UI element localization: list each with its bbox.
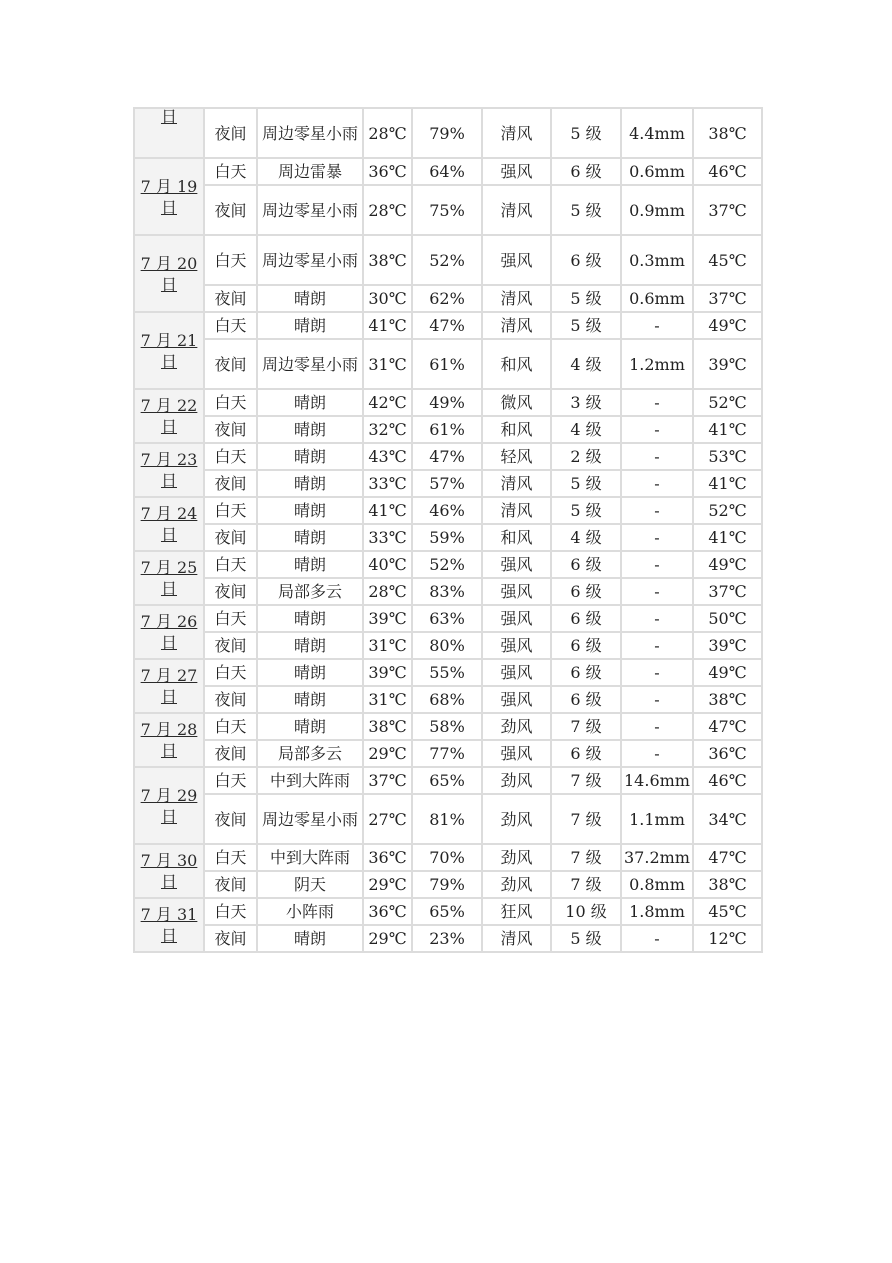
wind-cell: 和风 bbox=[482, 416, 551, 443]
temperature-cell: 28℃ bbox=[363, 185, 412, 235]
precipitation-cell: - bbox=[621, 578, 693, 605]
period-cell: 夜间 bbox=[204, 794, 257, 844]
date-label: 7 月 20 日 bbox=[140, 253, 198, 294]
wind-cell: 劲风 bbox=[482, 767, 551, 794]
wind-cell: 强风 bbox=[482, 659, 551, 686]
wind-cell: 清风 bbox=[482, 312, 551, 339]
date-cell bbox=[134, 659, 204, 713]
table-row bbox=[134, 185, 762, 235]
period-cell: 夜间 bbox=[204, 632, 257, 659]
wind-level-cell: 6 级 bbox=[551, 686, 621, 713]
precipitation-cell: 1.8mm bbox=[621, 898, 693, 925]
wind-level-cell: 6 级 bbox=[551, 632, 621, 659]
temperature-cell: 39℃ bbox=[363, 605, 412, 632]
table-row bbox=[134, 158, 762, 185]
date-cell bbox=[134, 605, 204, 659]
humidity-cell: 61% bbox=[412, 339, 482, 389]
weather-cell: 中到大阵雨 bbox=[257, 767, 363, 794]
precipitation-cell: - bbox=[621, 551, 693, 578]
wind-level-cell: 7 级 bbox=[551, 713, 621, 740]
date-cell bbox=[134, 713, 204, 767]
wind-level-cell: 4 级 bbox=[551, 339, 621, 389]
period-cell: 夜间 bbox=[204, 578, 257, 605]
temperature-cell: 38℃ bbox=[363, 235, 412, 285]
wind-cell: 清风 bbox=[482, 185, 551, 235]
temperature-cell: 37℃ bbox=[363, 767, 412, 794]
feels-like-cell: 37℃ bbox=[693, 285, 762, 312]
period-cell: 夜间 bbox=[204, 108, 257, 158]
table-row bbox=[134, 578, 762, 605]
precipitation-cell: 0.8mm bbox=[621, 871, 693, 898]
temperature-cell: 29℃ bbox=[363, 740, 412, 767]
table-row bbox=[134, 235, 762, 285]
table-row bbox=[134, 285, 762, 312]
humidity-cell: 52% bbox=[412, 551, 482, 578]
date-label: 7 月 31 日 bbox=[140, 905, 198, 945]
precipitation-cell: - bbox=[621, 524, 693, 551]
feels-like-cell: 39℃ bbox=[693, 632, 762, 659]
date-label: 7 月 30 日 bbox=[140, 851, 198, 891]
precipitation-cell: 4.4mm bbox=[621, 108, 693, 158]
weather-cell: 晴朗 bbox=[257, 686, 363, 713]
date-cell bbox=[134, 235, 204, 312]
precipitation-cell: - bbox=[621, 925, 693, 952]
feels-like-cell: 49℃ bbox=[693, 551, 762, 578]
table-row bbox=[134, 524, 762, 551]
wind-cell: 劲风 bbox=[482, 713, 551, 740]
wind-cell: 清风 bbox=[482, 108, 551, 158]
humidity-cell: 79% bbox=[412, 871, 482, 898]
period-cell: 白天 bbox=[204, 497, 257, 524]
period-cell: 白天 bbox=[204, 767, 257, 794]
weather-cell: 晴朗 bbox=[257, 285, 363, 312]
wind-cell: 微风 bbox=[482, 389, 551, 416]
date-cell bbox=[134, 443, 204, 497]
feels-like-cell: 45℃ bbox=[693, 235, 762, 285]
date-cell bbox=[134, 551, 204, 605]
table-row bbox=[134, 767, 762, 794]
date-cell bbox=[134, 108, 204, 158]
humidity-cell: 64% bbox=[412, 158, 482, 185]
weather-cell: 周边零星小雨 bbox=[257, 339, 363, 389]
feels-like-cell: 41℃ bbox=[693, 470, 762, 497]
wind-cell: 清风 bbox=[482, 497, 551, 524]
humidity-cell: 75% bbox=[412, 185, 482, 235]
period-cell: 白天 bbox=[204, 659, 257, 686]
humidity-cell: 65% bbox=[412, 767, 482, 794]
precipitation-cell: - bbox=[621, 470, 693, 497]
precipitation-cell: 0.9mm bbox=[621, 185, 693, 235]
table-row bbox=[134, 339, 762, 389]
wind-level-cell: 6 级 bbox=[551, 605, 621, 632]
table-row bbox=[134, 497, 762, 524]
temperature-cell: 33℃ bbox=[363, 470, 412, 497]
wind-cell: 狂风 bbox=[482, 898, 551, 925]
weather-cell: 晴朗 bbox=[257, 470, 363, 497]
period-cell: 白天 bbox=[204, 844, 257, 871]
feels-like-cell: 36℃ bbox=[693, 740, 762, 767]
humidity-cell: 52% bbox=[412, 235, 482, 285]
weather-cell: 周边雷暴 bbox=[257, 158, 363, 185]
wind-level-cell: 5 级 bbox=[551, 312, 621, 339]
wind-level-cell: 5 级 bbox=[551, 185, 621, 235]
precipitation-cell: 0.6mm bbox=[621, 285, 693, 312]
temperature-cell: 28℃ bbox=[363, 108, 412, 158]
weather-cell: 晴朗 bbox=[257, 389, 363, 416]
wind-cell: 强风 bbox=[482, 740, 551, 767]
feels-like-cell: 37℃ bbox=[693, 578, 762, 605]
temperature-cell: 29℃ bbox=[363, 871, 412, 898]
temperature-cell: 30℃ bbox=[363, 285, 412, 312]
wind-level-cell: 3 级 bbox=[551, 389, 621, 416]
period-cell: 夜间 bbox=[204, 686, 257, 713]
feels-like-cell: 41℃ bbox=[693, 416, 762, 443]
feels-like-cell: 46℃ bbox=[693, 767, 762, 794]
table-row bbox=[134, 416, 762, 443]
humidity-cell: 61% bbox=[412, 416, 482, 443]
weather-cell: 晴朗 bbox=[257, 551, 363, 578]
wind-level-cell: 6 级 bbox=[551, 578, 621, 605]
wind-level-cell: 5 级 bbox=[551, 285, 621, 312]
feels-like-cell: 49℃ bbox=[693, 659, 762, 686]
precipitation-cell: - bbox=[621, 497, 693, 524]
table-row bbox=[134, 605, 762, 632]
wind-cell: 劲风 bbox=[482, 871, 551, 898]
humidity-cell: 63% bbox=[412, 605, 482, 632]
wind-level-cell: 7 级 bbox=[551, 767, 621, 794]
feels-like-cell: 52℃ bbox=[693, 497, 762, 524]
wind-cell: 清风 bbox=[482, 470, 551, 497]
wind-cell: 强风 bbox=[482, 632, 551, 659]
date-label: 7 月 24 日 bbox=[140, 504, 198, 544]
temperature-cell: 27℃ bbox=[363, 794, 412, 844]
table-row bbox=[134, 312, 762, 339]
temperature-cell: 40℃ bbox=[363, 551, 412, 578]
feels-like-cell: 52℃ bbox=[693, 389, 762, 416]
temperature-cell: 43℃ bbox=[363, 443, 412, 470]
precipitation-cell: 1.1mm bbox=[621, 794, 693, 844]
wind-level-cell: 5 级 bbox=[551, 497, 621, 524]
wind-cell: 强风 bbox=[482, 158, 551, 185]
table-row bbox=[134, 740, 762, 767]
wind-cell: 和风 bbox=[482, 524, 551, 551]
humidity-cell: 65% bbox=[412, 898, 482, 925]
period-cell: 夜间 bbox=[204, 740, 257, 767]
period-cell: 夜间 bbox=[204, 285, 257, 312]
feels-like-cell: 47℃ bbox=[693, 713, 762, 740]
feels-like-cell: 12℃ bbox=[693, 925, 762, 952]
date-cell bbox=[134, 844, 204, 898]
feels-like-cell: 37℃ bbox=[693, 185, 762, 235]
table-row bbox=[134, 443, 762, 470]
temperature-cell: 36℃ bbox=[363, 898, 412, 925]
wind-cell: 强风 bbox=[482, 578, 551, 605]
feels-like-cell: 39℃ bbox=[693, 339, 762, 389]
wind-level-cell: 4 级 bbox=[551, 524, 621, 551]
date-label: 7 月 19 日 bbox=[140, 176, 198, 217]
date-label: 7 月 23 日 bbox=[140, 450, 198, 490]
wind-level-cell: 7 级 bbox=[551, 794, 621, 844]
period-cell: 白天 bbox=[204, 158, 257, 185]
precipitation-cell: - bbox=[621, 659, 693, 686]
feels-like-cell: 34℃ bbox=[693, 794, 762, 844]
table-row bbox=[134, 686, 762, 713]
weather-cell: 周边零星小雨 bbox=[257, 235, 363, 285]
wind-level-cell: 10 级 bbox=[551, 898, 621, 925]
date-label: 7 月 27 日 bbox=[140, 666, 198, 706]
period-cell: 白天 bbox=[204, 389, 257, 416]
period-cell: 夜间 bbox=[204, 871, 257, 898]
table-row bbox=[134, 551, 762, 578]
wind-level-cell: 5 级 bbox=[551, 470, 621, 497]
feels-like-cell: 41℃ bbox=[693, 524, 762, 551]
precipitation-cell: - bbox=[621, 605, 693, 632]
humidity-cell: 47% bbox=[412, 443, 482, 470]
weather-cell: 晴朗 bbox=[257, 632, 363, 659]
period-cell: 夜间 bbox=[204, 470, 257, 497]
wind-level-cell: 7 级 bbox=[551, 871, 621, 898]
date-cell bbox=[134, 898, 204, 952]
period-cell: 夜间 bbox=[204, 524, 257, 551]
weather-cell: 晴朗 bbox=[257, 925, 363, 952]
feels-like-cell: 49℃ bbox=[693, 312, 762, 339]
weather-cell: 周边零星小雨 bbox=[257, 185, 363, 235]
weather-cell: 晴朗 bbox=[257, 443, 363, 470]
feels-like-cell: 38℃ bbox=[693, 686, 762, 713]
temperature-cell: 39℃ bbox=[363, 659, 412, 686]
date-label: 7 月 26 日 bbox=[140, 612, 198, 652]
weather-cell: 中到大阵雨 bbox=[257, 844, 363, 871]
humidity-cell: 68% bbox=[412, 686, 482, 713]
wind-level-cell: 2 级 bbox=[551, 443, 621, 470]
weather-cell: 阴天 bbox=[257, 871, 363, 898]
period-cell: 夜间 bbox=[204, 925, 257, 952]
table-row bbox=[134, 389, 762, 416]
date-label: 日 bbox=[160, 107, 177, 126]
wind-level-cell: 7 级 bbox=[551, 844, 621, 871]
precipitation-cell: - bbox=[621, 686, 693, 713]
wind-level-cell: 4 级 bbox=[551, 416, 621, 443]
table-row bbox=[134, 898, 762, 925]
humidity-cell: 55% bbox=[412, 659, 482, 686]
date-cell bbox=[134, 767, 204, 844]
wind-level-cell: 5 级 bbox=[551, 108, 621, 158]
precipitation-cell: - bbox=[621, 312, 693, 339]
humidity-cell: 81% bbox=[412, 794, 482, 844]
precipitation-cell: - bbox=[621, 443, 693, 470]
wind-cell: 清风 bbox=[482, 925, 551, 952]
wind-level-cell: 6 级 bbox=[551, 740, 621, 767]
temperature-cell: 41℃ bbox=[363, 312, 412, 339]
feels-like-cell: 53℃ bbox=[693, 443, 762, 470]
weather-cell: 晴朗 bbox=[257, 524, 363, 551]
period-cell: 夜间 bbox=[204, 185, 257, 235]
humidity-cell: 47% bbox=[412, 312, 482, 339]
wind-cell: 强风 bbox=[482, 235, 551, 285]
period-cell: 夜间 bbox=[204, 339, 257, 389]
weather-table-body bbox=[134, 108, 762, 952]
humidity-cell: 49% bbox=[412, 389, 482, 416]
table-row bbox=[134, 794, 762, 844]
weather-cell: 晴朗 bbox=[257, 713, 363, 740]
weather-cell: 周边零星小雨 bbox=[257, 794, 363, 844]
period-cell: 白天 bbox=[204, 898, 257, 925]
humidity-cell: 62% bbox=[412, 285, 482, 312]
table-row bbox=[134, 659, 762, 686]
wind-cell: 轻风 bbox=[482, 443, 551, 470]
precipitation-cell: 0.6mm bbox=[621, 158, 693, 185]
precipitation-cell: - bbox=[621, 389, 693, 416]
weather-cell: 晴朗 bbox=[257, 416, 363, 443]
temperature-cell: 28℃ bbox=[363, 578, 412, 605]
wind-level-cell: 5 级 bbox=[551, 925, 621, 952]
wind-cell: 清风 bbox=[482, 285, 551, 312]
temperature-cell: 38℃ bbox=[363, 713, 412, 740]
period-cell: 夜间 bbox=[204, 416, 257, 443]
temperature-cell: 36℃ bbox=[363, 844, 412, 871]
precipitation-cell: 14.6mm bbox=[621, 767, 693, 794]
date-label: 7 月 28 日 bbox=[140, 720, 198, 760]
table-row bbox=[134, 871, 762, 898]
humidity-cell: 59% bbox=[412, 524, 482, 551]
weather-cell: 晴朗 bbox=[257, 312, 363, 339]
wind-level-cell: 6 级 bbox=[551, 158, 621, 185]
wind-cell: 劲风 bbox=[482, 844, 551, 871]
precipitation-cell: - bbox=[621, 740, 693, 767]
weather-cell: 局部多云 bbox=[257, 578, 363, 605]
feels-like-cell: 50℃ bbox=[693, 605, 762, 632]
table-row bbox=[134, 713, 762, 740]
period-cell: 白天 bbox=[204, 551, 257, 578]
temperature-cell: 41℃ bbox=[363, 497, 412, 524]
weather-table-container bbox=[133, 107, 763, 953]
temperature-cell: 42℃ bbox=[363, 389, 412, 416]
humidity-cell: 80% bbox=[412, 632, 482, 659]
period-cell: 白天 bbox=[204, 713, 257, 740]
humidity-cell: 57% bbox=[412, 470, 482, 497]
wind-cell: 劲风 bbox=[482, 794, 551, 844]
date-label: 7 月 25 日 bbox=[140, 558, 198, 598]
humidity-cell: 83% bbox=[412, 578, 482, 605]
humidity-cell: 70% bbox=[412, 844, 482, 871]
precipitation-cell: - bbox=[621, 713, 693, 740]
wind-cell: 强风 bbox=[482, 551, 551, 578]
wind-cell: 强风 bbox=[482, 605, 551, 632]
humidity-cell: 79% bbox=[412, 108, 482, 158]
temperature-cell: 31℃ bbox=[363, 339, 412, 389]
wind-cell: 和风 bbox=[482, 339, 551, 389]
feels-like-cell: 38℃ bbox=[693, 108, 762, 158]
table-row bbox=[134, 632, 762, 659]
date-cell bbox=[134, 389, 204, 443]
temperature-cell: 31℃ bbox=[363, 686, 412, 713]
period-cell: 白天 bbox=[204, 443, 257, 470]
temperature-cell: 31℃ bbox=[363, 632, 412, 659]
period-cell: 白天 bbox=[204, 312, 257, 339]
precipitation-cell: 37.2mm bbox=[621, 844, 693, 871]
feels-like-cell: 47℃ bbox=[693, 844, 762, 871]
wind-cell: 强风 bbox=[482, 686, 551, 713]
date-label: 7 月 22 日 bbox=[140, 396, 198, 436]
date-label: 7 月 21 日 bbox=[140, 330, 198, 371]
date-cell bbox=[134, 497, 204, 551]
precipitation-cell: - bbox=[621, 416, 693, 443]
humidity-cell: 46% bbox=[412, 497, 482, 524]
date-label: 7 月 29 日 bbox=[140, 785, 198, 826]
temperature-cell: 33℃ bbox=[363, 524, 412, 551]
table-row bbox=[134, 108, 762, 158]
feels-like-cell: 46℃ bbox=[693, 158, 762, 185]
temperature-cell: 36℃ bbox=[363, 158, 412, 185]
wind-level-cell: 6 级 bbox=[551, 551, 621, 578]
weather-forecast-table bbox=[133, 107, 763, 953]
weather-cell: 周边零星小雨 bbox=[257, 108, 363, 158]
weather-cell: 小阵雨 bbox=[257, 898, 363, 925]
precipitation-cell: 1.2mm bbox=[621, 339, 693, 389]
temperature-cell: 29℃ bbox=[363, 925, 412, 952]
humidity-cell: 58% bbox=[412, 713, 482, 740]
wind-level-cell: 6 级 bbox=[551, 659, 621, 686]
date-cell bbox=[134, 158, 204, 235]
feels-like-cell: 45℃ bbox=[693, 898, 762, 925]
precipitation-cell: 0.3mm bbox=[621, 235, 693, 285]
weather-cell: 晴朗 bbox=[257, 659, 363, 686]
period-cell: 白天 bbox=[204, 235, 257, 285]
precipitation-cell: - bbox=[621, 632, 693, 659]
table-row bbox=[134, 844, 762, 871]
humidity-cell: 23% bbox=[412, 925, 482, 952]
humidity-cell: 77% bbox=[412, 740, 482, 767]
date-cell bbox=[134, 312, 204, 389]
period-cell: 白天 bbox=[204, 605, 257, 632]
wind-level-cell: 6 级 bbox=[551, 235, 621, 285]
table-row bbox=[134, 925, 762, 952]
temperature-cell: 32℃ bbox=[363, 416, 412, 443]
weather-cell: 晴朗 bbox=[257, 605, 363, 632]
weather-cell: 晴朗 bbox=[257, 497, 363, 524]
feels-like-cell: 38℃ bbox=[693, 871, 762, 898]
table-row bbox=[134, 470, 762, 497]
weather-cell: 局部多云 bbox=[257, 740, 363, 767]
